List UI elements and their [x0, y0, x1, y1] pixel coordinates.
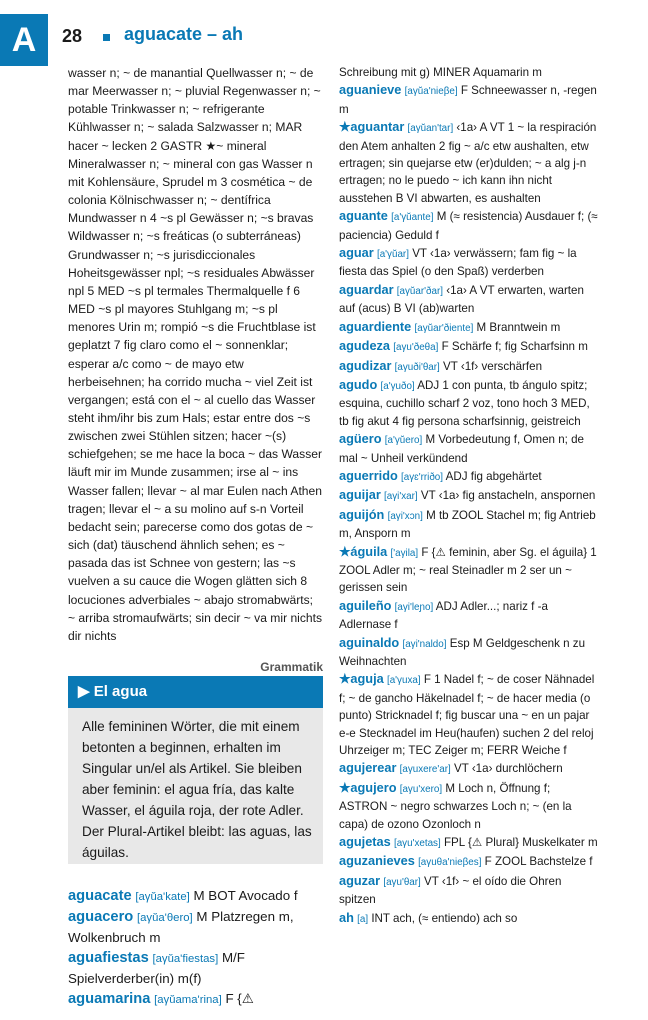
- grammar-box-body: Alle femininen Wörter, die mit einem betonten a beginnen, erhalten im Singular un/el als Artikel. Sie bleiben aber feminin: el agua fría, das kalte Wasser, el águila roja, der rote Adler. Der Plural-Artikel bleibt: las aguas, las águilas.: [82, 719, 312, 860]
- dictionary-entry: [339, 852, 598, 871]
- entry-headword: aguanieve: [339, 82, 402, 98]
- entry-body: M (≈ resistencia) Ausdauer f; (≈ paciencia) Geduld f: [339, 210, 598, 242]
- entry-body: M Branntwein m: [476, 320, 561, 334]
- entry-headword: agudeza: [339, 338, 391, 354]
- entry-headword: agujetas: [339, 834, 391, 850]
- dictionary-entry: [68, 907, 323, 948]
- dictionary-entry: [339, 244, 598, 281]
- entry-body: ‹1a› A VT 1 ~ la respiración den Atem anhalten 2 fig ~ a/c etw aushalten, etw ertragen; sin quejarse etw (er)dulden; ~ a alg j-n ertragen; no le puedo ~ ich kann ihn nicht ausstehen B VI abwarten, es aushalten: [339, 121, 597, 205]
- dictionary-entry: [339, 486, 598, 505]
- entry-body: M Platzregen m, Wolkenbruch m: [68, 909, 294, 946]
- dictionary-entry: [68, 948, 323, 989]
- entry-body: M tb ZOOL Stachel m; fig Antrieb m, Ansporn m: [339, 508, 596, 541]
- entry-headword: agudizar: [339, 357, 392, 373]
- entry-pronunciation: [aγu'xetas]: [393, 838, 441, 850]
- entry-headword: aguzanieves: [339, 853, 415, 869]
- entry-body: Esp M Geldgeschenk n zu Weihnachten: [339, 636, 586, 668]
- entry-pronunciation: [aγi'naldo]: [402, 638, 447, 650]
- entry-pronunciation: [aγŭar'ðar]: [396, 285, 443, 297]
- left-lower-entries: [68, 886, 323, 1010]
- entry-pronunciation: [aγŭama'rina]: [154, 994, 222, 1007]
- entry-pronunciation: [a'γuðo]: [380, 380, 415, 392]
- dictionary-entry: [68, 989, 323, 1010]
- entry-pronunciation: [a'γŭante]: [391, 212, 434, 224]
- entry-headword: aguzar: [339, 872, 381, 888]
- entry-pronunciation: [a'γuxa]: [386, 675, 421, 687]
- entry-headword: aguafiestas: [68, 950, 149, 967]
- entry-body: VT ‹1f› ~ el oído die Ohren spitzen: [339, 874, 562, 907]
- dictionary-entry: [339, 779, 598, 833]
- entry-body: F {⚠ feminin, aber Sg. el águila} 1 ZOOL Adler m; ~ real Steinadler m 2 ser un ~ gerissen sein: [339, 545, 597, 595]
- entry-body: F Schneewasser n, -regen m: [339, 84, 597, 116]
- grammar-box-title: [68, 676, 323, 708]
- entry-body: M Loch n, Öffnung f; ASTRON ~ negro schwarzes Loch n; ~ (en la capa) de ozono Ozonloch n: [339, 781, 572, 831]
- entry-pronunciation: [aγu'ðeθa]: [393, 342, 439, 354]
- entry-pronunciation: [aγi'xɔn]: [387, 510, 423, 522]
- entry-pronunciation: [a]: [357, 913, 369, 925]
- entry-headword: aguinaldo: [339, 634, 400, 650]
- entry-headword: aguacero: [68, 909, 134, 926]
- entry-pronunciation: [aγi'leɲo]: [394, 601, 434, 613]
- entry-headword: aguante: [339, 208, 388, 224]
- running-head: aguacate – ah: [124, 24, 244, 44]
- dictionary-entry: [339, 430, 598, 467]
- entry-headword: aguar: [339, 245, 374, 261]
- section-letter-tab: A: [0, 14, 48, 66]
- entry-body: M/F Spielverderber(in) m(f): [68, 950, 245, 987]
- entry-pronunciation: [aγŭa'fiestas]: [152, 953, 219, 966]
- entry-pronunciation: [aγŭa'θero]: [136, 912, 193, 925]
- entry-headword: ★aguja: [339, 671, 384, 687]
- dictionary-entry: [339, 543, 598, 597]
- header-square-icon: [103, 34, 110, 41]
- entry-body: ADJ 1 con punta, tb ángulo spitz; esquina, cuchillo scharf 2 voz, tono hoch 3 MED, tb fig akut 4 fig persona scharfsinnig, geistreich: [339, 378, 590, 428]
- entry-body: F ZOOL Bachstelze f: [484, 855, 593, 869]
- entry-headword: aguardar: [339, 281, 394, 297]
- entry-pronunciation: [aγŭan'tar]: [407, 123, 454, 135]
- entry-headword: ★aguantar: [339, 119, 405, 135]
- entry-body: M Vorbedeutung f, Omen n; de mal ~ Unheil verkündend: [339, 433, 584, 465]
- dictionary-entry: [339, 376, 598, 430]
- entry-headword: aguileño: [339, 597, 392, 613]
- dictionary-entry: [339, 337, 598, 356]
- entry-body: VT ‹1f› verschärfen: [443, 359, 543, 373]
- entry-pronunciation: [aγɛ'rriðo]: [401, 471, 443, 483]
- entry-pronunciation: [aγŭa'kate]: [135, 891, 190, 903]
- entry-headword: aguijar: [339, 487, 381, 503]
- dictionary-entry: [339, 872, 598, 909]
- dictionary-entry: [339, 207, 598, 244]
- entry-headword: aguerrido: [339, 467, 398, 483]
- dictionary-entry: [339, 467, 598, 486]
- entry-pronunciation: [aγuxere'ar]: [399, 764, 451, 776]
- entry-pronunciation: [aγu'xero]: [399, 783, 443, 795]
- grammar-box: [68, 676, 323, 864]
- triangle-icon: ▶: [78, 683, 90, 700]
- dictionary-entry: [339, 118, 598, 207]
- right-column: [339, 64, 598, 928]
- entry-headword: agüero: [339, 431, 382, 447]
- entry-body: VT ‹1a› fig anstacheln, anspornen: [420, 489, 596, 503]
- entry-body: VT ‹1a› durchlöchern: [454, 762, 563, 776]
- entry-headword: aguardiente: [339, 318, 412, 334]
- entry-pronunciation: [aγuθa'nieβes]: [418, 857, 482, 869]
- dictionary-entry: [339, 597, 598, 634]
- dictionary-entry: [339, 670, 598, 759]
- entry-headword: ★agujero: [339, 779, 397, 795]
- entry-body: ADJ fig abgehärtet: [445, 469, 542, 483]
- entry-pronunciation: [aγu'θar]: [383, 876, 421, 888]
- grammar-title-text: El agua: [93, 683, 148, 700]
- entry-body: F 1 Nadel f; ~ de coser Nähnadel f; ~ de gancho Häkelnadel f; ~ de hacer media (o punto) Stricknadel f; fig buscar una ~ en un pajar e-e Stecknadel im Heu(haufen) suchen 2 del reloj Uhrzeiger m; TEC Zeiger m; FERR Weiche f: [339, 673, 595, 758]
- entry-body: FPL {⚠ Plural} Muskelkater m: [443, 836, 598, 850]
- dictionary-entry: [339, 281, 598, 318]
- entry-headword: ★águila: [339, 543, 388, 559]
- entry-headword: aguamarina: [68, 991, 151, 1008]
- entry-pronunciation: [a'γŭero]: [384, 435, 423, 447]
- entry-pronunciation: [aγŭa'nieβe]: [404, 86, 458, 98]
- dictionary-entry: [339, 634, 598, 671]
- dictionary-entry: [339, 81, 598, 118]
- dictionary-entry: [339, 506, 598, 543]
- dictionary-entry: [339, 759, 598, 778]
- entry-body: F {⚠: [225, 991, 254, 1007]
- dictionary-entry: [339, 357, 598, 376]
- right-entries: [339, 81, 598, 928]
- right-column-continuation: Schreibung mit g) MINER Aquamarin m: [339, 66, 542, 79]
- entry-headword: agujerear: [339, 760, 397, 776]
- left-column: [68, 64, 323, 645]
- entry-body: ‹1a› A VT erwarten, warten auf (acus) B VI (ab)warten: [339, 283, 584, 316]
- entry-pronunciation: [aγŭar'ðiente]: [414, 322, 474, 334]
- left-column-text: wasser n; ~ de manantial Quellwasser n; ~ de mar Meerwasser n; ~ pluvial Regenwasser n; ~ potable Trinkwasser n; ~ refrigerante Kühlwasser n; ~ salada Salzwasser n; MAR hacer ~ lecken 2 GASTR ★~ mineral Mineralwasser n; ~ mineral con gas Wasser n mit Kohlensäure, Sprudel m 3 cosmética ~ de colonia Kölnischwasser n; ~ dentífrica Mundwasser n 4 ~s pl Gewässer n; ~s bravas Wildwasser n; ~s freáticas (o subterráneas) Grundwasser n; ~s jurisdiccionales Hoheitsgewässer npl; ~s residuales Abwässer npl 5 MED ~s pl termales Thermalquelle f 6 MED ~s pl mayores Stuhlgang m; ~s pl menores Urin m; rompió ~s die Fruchtblase ist geplatzt 7 fig claro como el ~ sonnenklar; esperar a/c como ~ de mayo etw herbeisehnen; ha corrido mucha ~ viel Zeit ist vergangen; está con el ~ al cuello das Wasser steht ihm/ihr bis zum Hals; estar entre dos ~s zwischen zwei Stühlen sitzen; hacer ~(s) schiefgehen; se me hace la boca ~ das Wasser läuft mir im Munde zusammen; irse al ~ ins Wasser fallen; llevar ~ al mar Eulen nach Athen tragen; llevar el ~ a su molino auf s-n Vorteil bedacht sein; parecerse como dos gotas de ~ sich (dat) täuschend ähnlich sehen; es ~ pasada das ist Schnee von gestern; las ~s vuelven a su cauce die Wogen glätten sich 8 locuciones adverbiales ~ abajo stromabwärts; ~ arriba stromaufwärts; sin decir ~ va mir nichts dir nichts: [68, 66, 323, 643]
- entry-pronunciation: [aγi'xar]: [384, 491, 418, 503]
- page-number: 28: [62, 26, 83, 46]
- entry-body: M BOT Avocado f: [193, 888, 298, 903]
- entry-pronunciation: ['aγila]: [390, 547, 419, 559]
- dictionary-entry: [68, 886, 323, 907]
- dictionary-entry: [339, 318, 598, 337]
- entry-headword: agudo: [339, 376, 378, 392]
- grammar-label: Grammatik: [260, 660, 323, 674]
- dictionary-entry: [339, 833, 598, 852]
- entry-body: ADJ Adler...; nariz f -a Adlernase f: [339, 599, 548, 632]
- entry-body: INT ach, (≈ entiendo) ach so: [371, 911, 518, 925]
- dictionary-entry: [339, 909, 598, 928]
- entry-body: F Schärfe f; fig Scharfsinn m: [441, 340, 588, 354]
- entry-body: VT ‹1a› verwässern; fam fig ~ la fiesta das Spiel (o den Spaß) verderben: [339, 247, 577, 279]
- entry-pronunciation: [aγuði'θar]: [394, 361, 440, 373]
- entry-headword: aguijón: [339, 506, 385, 522]
- entry-pronunciation: [a'γŭar]: [376, 249, 409, 261]
- entry-headword: aguacate: [68, 888, 132, 904]
- entry-headword: ah: [339, 909, 354, 925]
